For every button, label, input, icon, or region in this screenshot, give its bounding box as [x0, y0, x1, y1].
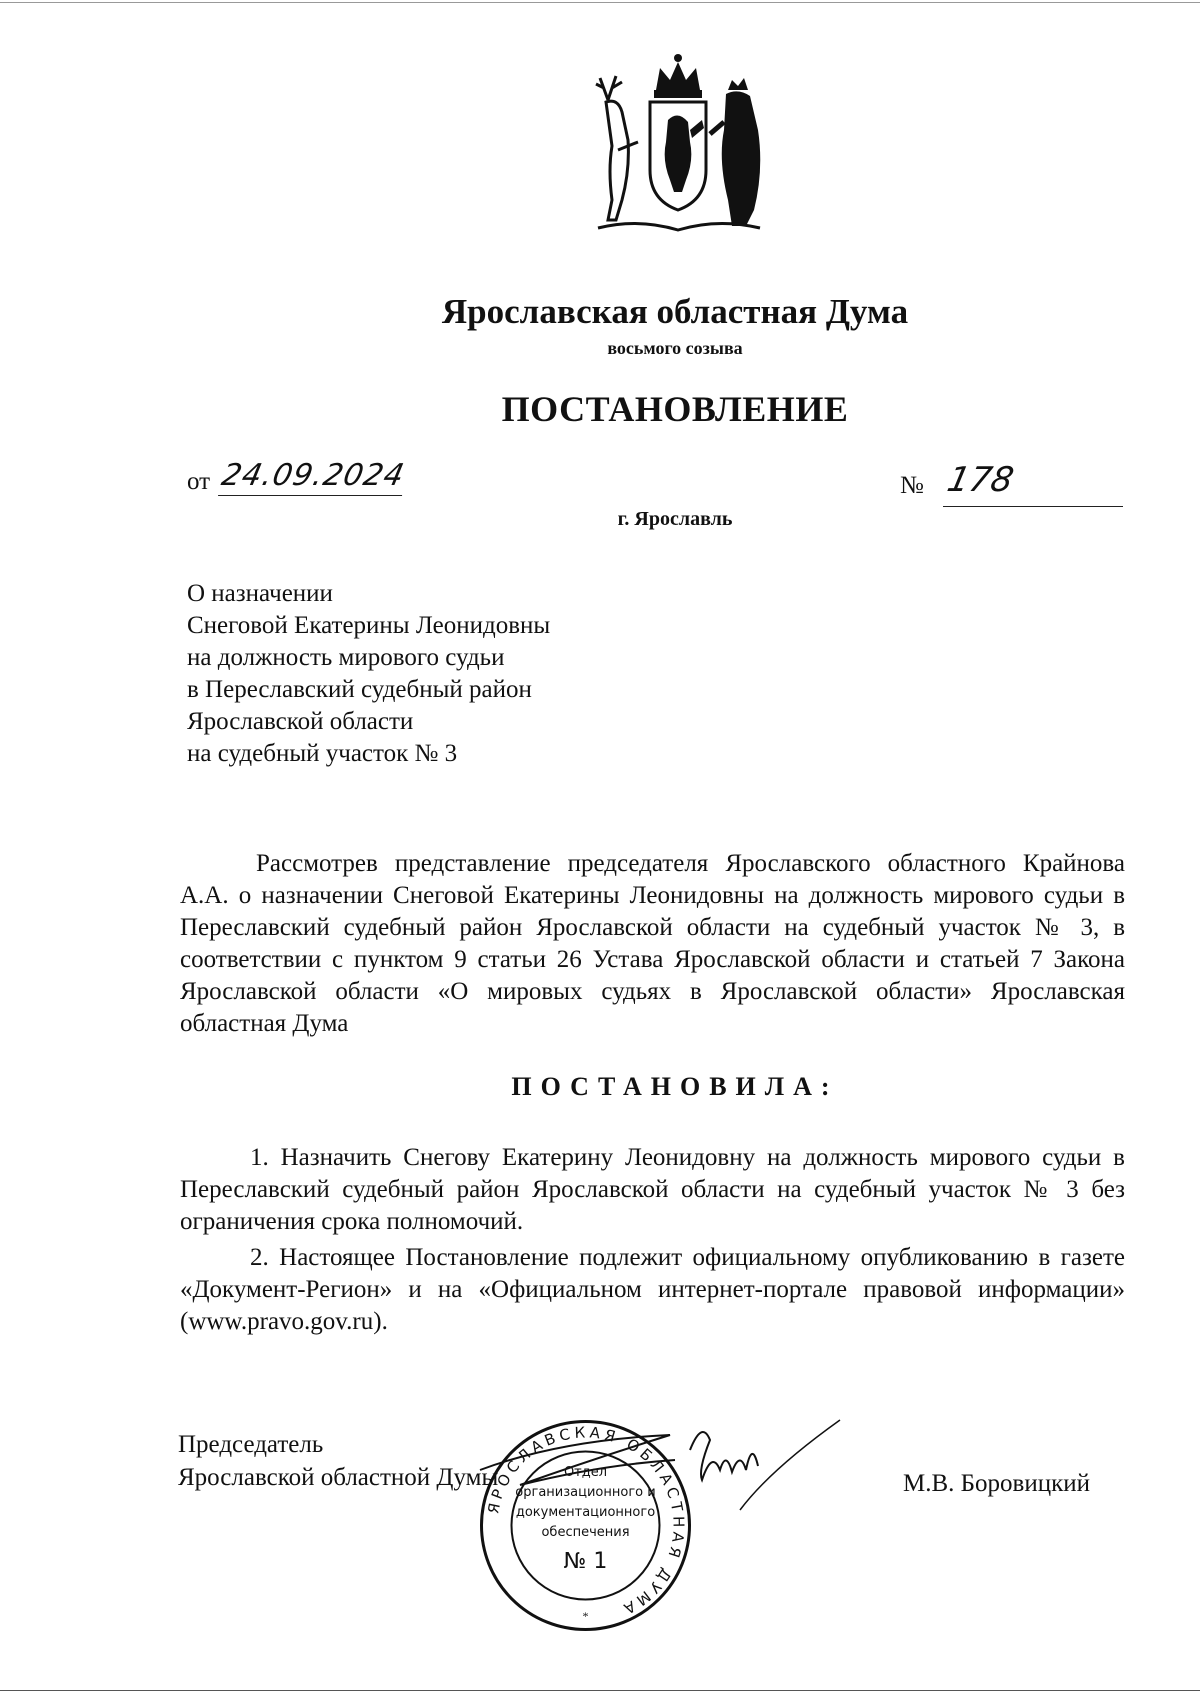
number-prefix: № — [900, 472, 924, 499]
stamp-number: № 1 — [563, 1549, 608, 1574]
subject-line: О назначении — [187, 580, 333, 607]
resolution-item: 1. Назначить Снегову Екатерину Леонидовну на должность мирового судьи в Переславский судебный район Ярославской области на судебный участок № 3 без ограничения срока полномочий. — [180, 1144, 1125, 1235]
subject-line: Ярославской области — [187, 708, 414, 735]
resolution-item: 2. Настоящее Постановление подлежит официальному опубликованию в газете «Документ-Регион» и на «Официальном интернет-портале правовой информации» (www.pravo.gov.ru). — [180, 1244, 1125, 1335]
decided-heading: ПОСТАНОВИЛА: — [511, 1072, 839, 1101]
number-underline — [943, 506, 1123, 507]
subject-line: в Переславский судебный район — [187, 676, 532, 703]
stamp-line: организационного и — [515, 1485, 656, 1500]
subject-line: Снеговой Екатерины Леонидовны — [187, 612, 551, 639]
convocation-subtitle: восьмого созыва — [607, 338, 743, 358]
stamp-line: обеспечения — [541, 1525, 630, 1540]
stamp-ring-text: ЯРОСЛАВСКАЯ ОБЛАСТНАЯ ДУМА — [484, 1423, 688, 1620]
signatory-title-line: Ярославской областной Думы — [178, 1464, 499, 1491]
signatory-name: М.В. Боровицкий — [903, 1470, 1090, 1497]
document-subject — [187, 578, 550, 770]
date-prefix: от — [187, 468, 211, 495]
handwritten-signature — [440, 1410, 860, 1530]
preamble-paragraph: Рассмотрев представление председателя Ярославского областного Крайнова А.А. о назначении Снеговой Екатерины Леонидовны на должность мирового судьи в Переславский судебный район Ярославской области на судебный участок № 3, в соответствии с пунктом 9 статьи 26 Устава Ярославской области и статьей 7 Закона Ярославской области «О мировых судьях в Ярославской области» Ярославская областная Дума — [180, 850, 1125, 1037]
document-city: г. Ярославль — [617, 508, 733, 530]
scan-edge-top — [0, 2, 1200, 3]
signatory-title-line: Председатель — [178, 1431, 324, 1458]
subject-line: на должность мирового судьи — [187, 644, 505, 671]
document-date: 24.09.2024 — [218, 458, 410, 496]
document-type-title: ПОСТАНОВЛЕНИЕ — [501, 389, 849, 429]
scan-edge-bottom — [0, 1690, 1200, 1691]
organization-title: Ярославская областная Дума — [441, 292, 909, 331]
svg-text:*: * — [582, 1609, 589, 1623]
document-number: 178 — [943, 460, 1018, 500]
stamp-line: документационного — [515, 1505, 656, 1520]
coat-of-arms-emblem — [578, 50, 778, 240]
subject-line: на судебный участок № 3 — [187, 740, 458, 767]
stamp-line: Отдел — [563, 1465, 608, 1480]
